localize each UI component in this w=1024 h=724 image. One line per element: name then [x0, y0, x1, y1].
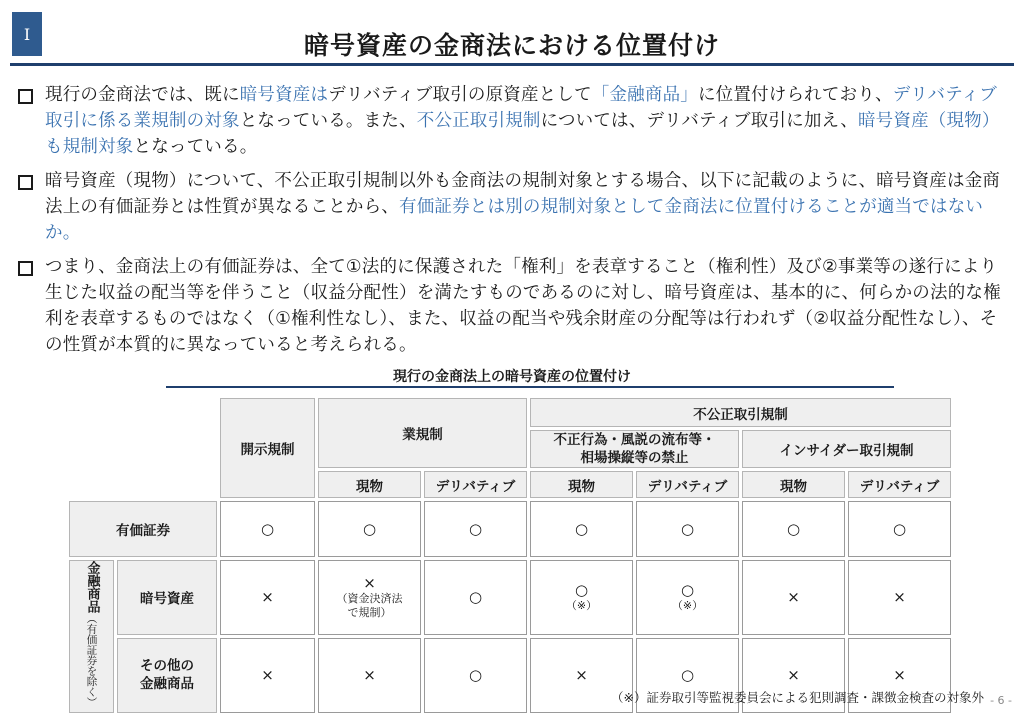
square-bullet-icon [18, 175, 33, 190]
text-run: 現行の金商法では、既に [45, 85, 240, 105]
text-run: となっている。また、 [239, 111, 417, 131]
circle-mark: ○ [680, 581, 695, 600]
table-cell [220, 501, 315, 557]
bullet-list [18, 82, 1012, 366]
header-unfair [530, 398, 951, 427]
circle-mark: ○ [574, 581, 589, 600]
group-label [84, 561, 100, 708]
page-number: - 6 - [990, 694, 1012, 707]
regulation-table [66, 395, 954, 716]
table-cell [848, 501, 951, 557]
circle-mark: ○ [468, 666, 483, 685]
table-cell [742, 501, 845, 557]
page-title: 暗号資産の金商法における位置付け [303, 31, 720, 60]
text-run: については、デリバティブ取引に加え、 [540, 111, 858, 131]
table-cell [530, 560, 633, 635]
table-row [69, 560, 951, 635]
cross-mark: × [363, 666, 376, 685]
bullet-text [45, 168, 1012, 246]
circle-mark: ○ [786, 520, 801, 538]
header-business-label: 業規制 [402, 427, 443, 443]
cross-mark: × [787, 666, 800, 685]
row-label-text: 暗号資産 [140, 591, 194, 608]
cell-note: （資金決済法 で規制） [336, 592, 403, 620]
table-title: 現行の金商法上の暗号資産の位置付け [393, 369, 631, 385]
highlight-text: 暗号資産は [239, 85, 329, 105]
cross-mark: × [261, 666, 274, 685]
table-cell [636, 501, 739, 557]
highlight-text: 「金融商品」 [591, 85, 698, 105]
table-cell [424, 560, 527, 635]
table-cell [530, 501, 633, 557]
text-run: となっている。 [133, 137, 258, 157]
table-cell [318, 501, 421, 557]
bullet-text [45, 254, 1012, 358]
row-label-text: 有価証券 [116, 523, 170, 539]
footnote: （※）証券取引等監視委員会による犯則調査・課徴金検査の対象外 [611, 690, 984, 705]
cell-note: （※） [671, 599, 704, 613]
cross-mark: × [575, 666, 588, 685]
header-business [318, 398, 527, 468]
circle-mark: ○ [260, 520, 275, 538]
group-label-cell [69, 560, 114, 713]
table-title-underline [166, 386, 894, 388]
corner-cell [69, 398, 217, 498]
header-spot: 現物 [742, 471, 845, 498]
title-underline [10, 63, 1014, 66]
cross-mark: × [787, 588, 800, 607]
table-cell [848, 560, 951, 635]
header-insider [742, 430, 951, 468]
header-derivative: デリバティブ [848, 471, 951, 498]
table-cell [424, 501, 527, 557]
table-cell [220, 638, 315, 713]
square-bullet-icon [18, 89, 33, 104]
highlight-text: デリバティブ取引に係る業規制の対象 [45, 85, 997, 131]
highlight-text: 有価証券とは別の規制対象として金商法に位置付けることが適当ではないか。 [45, 197, 984, 243]
cross-mark: × [261, 588, 274, 607]
text-run: 暗号資産（現物）について、不公正取引規制以外も金商法の規制対象とする場合、以下に記載のように、暗号資産は金商法上の有価証券とは性質が異なることから、 [45, 171, 1001, 217]
cross-mark: × [893, 588, 906, 607]
header-derivative: デリバティブ [636, 471, 739, 498]
bullet-item [18, 168, 1012, 246]
text-run: に位置付けられており、 [697, 85, 893, 105]
circle-mark: ○ [892, 520, 907, 538]
table-cell [318, 638, 421, 713]
header-unfair-label: 不公正取引規制 [693, 406, 788, 423]
table-cell [636, 560, 739, 635]
table-cell [220, 560, 315, 635]
text-run: つまり、金商法上の有価証券は、全て①法的に保護された「権利」を表章すること（権利性）及び②事業等の遂行により生じた収益の配当等を伴うこと（収益分配性）を満たすものであるのに対し、暗号資産は、基本的に、何らかの法的な権利を表章するものではなく（①権利性なし）、また、収益の配当や残余財産の分配等は行われず（②収益分配性なし）、その性質が本質的に異なっていると考えられる。 [45, 257, 1001, 355]
row-label [69, 501, 217, 557]
bullet-item [18, 82, 1012, 160]
header-spot: 現物 [318, 471, 421, 498]
highlight-text: 不公正取引規制 [416, 111, 541, 131]
cross-mark: × [893, 666, 906, 685]
highlight-text: 暗号資産（現物）も規制対象 [45, 111, 1000, 157]
row-label [117, 560, 217, 635]
group-sublabel: （有価証券を除く） [85, 613, 98, 708]
row-label [117, 638, 217, 713]
row-label-text: その他の 金融商品 [140, 658, 194, 693]
circle-mark: ○ [362, 520, 377, 538]
header-insider-label: インサイダー取引規制 [779, 443, 914, 459]
header-disclosure [220, 398, 315, 498]
circle-mark: ○ [468, 520, 483, 538]
circle-mark: ○ [680, 520, 695, 538]
section-label: I [23, 24, 31, 44]
group-label-text: 金融商品 [84, 561, 100, 613]
header-spot: 現物 [530, 471, 633, 498]
header-disclosure-label: 開示規制 [240, 442, 295, 458]
table-row [69, 501, 951, 557]
table-cell [742, 560, 845, 635]
table-cell [318, 560, 421, 635]
bullet-item [18, 254, 1012, 358]
circle-mark: ○ [574, 520, 589, 538]
header-unfair-acts-label: 不正行為・風説の流布等・ 相場操縦等の禁止 [553, 432, 716, 466]
cross-mark: × [363, 574, 376, 593]
header-derivative: デリバティブ [424, 471, 527, 498]
bullet-text [45, 82, 1012, 160]
square-bullet-icon [18, 261, 33, 276]
header-unfair-acts [530, 430, 739, 468]
text-run: デリバティブ取引の原資産として [328, 85, 592, 105]
table-cell [424, 638, 527, 713]
circle-mark: ○ [680, 666, 695, 685]
cell-note: （※） [565, 599, 598, 613]
circle-mark: ○ [468, 588, 483, 607]
